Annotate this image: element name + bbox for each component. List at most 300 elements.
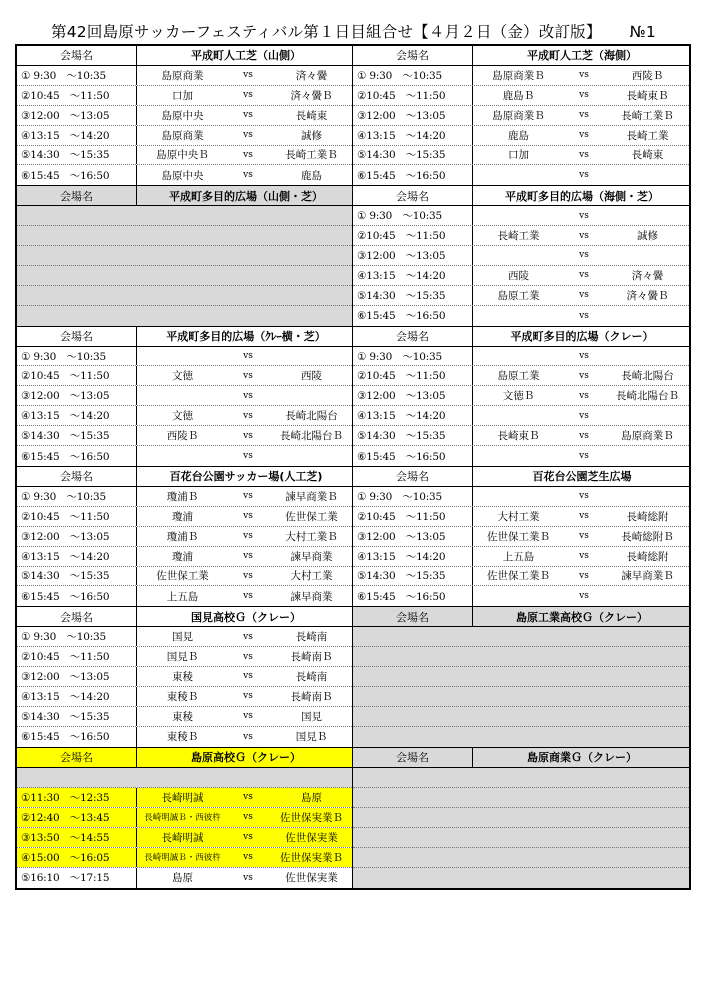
home-team: 長崎明誠 [137, 828, 228, 847]
match-time: ① 9:30 ～10:35 [17, 66, 137, 85]
match-row [17, 868, 352, 888]
away-team: 長崎工業 [626, 129, 669, 142]
home-team: 長崎工業 [497, 230, 540, 243]
vs-label: vs [243, 671, 253, 682]
home-team: 口加 [172, 89, 193, 102]
vs-label: vs [228, 808, 268, 827]
match-time: ①11:30 ～12:35 [17, 788, 137, 807]
home-team: 瓊浦Ｂ [166, 490, 199, 503]
match-row [353, 868, 689, 888]
match-row [17, 426, 352, 446]
away-team: 西陵Ｂ [631, 69, 664, 82]
venue-header-row [17, 327, 352, 347]
home-team [473, 206, 564, 225]
away-team [268, 386, 352, 405]
venue-header-row [353, 186, 689, 206]
vs-label: vs [243, 531, 253, 542]
match-row [353, 66, 689, 86]
venue-header-row [17, 186, 352, 206]
away-team: 佐世保実業 [285, 872, 338, 885]
away-team: 諫早商業Ｂ [285, 490, 338, 503]
home-team: 島原商業 [161, 69, 204, 82]
away-team: 国見 [301, 710, 322, 723]
match-row [17, 347, 352, 367]
vs-label: vs [579, 290, 589, 301]
match-row [17, 126, 352, 146]
match-time: ⑥15:45 ～16:50 [353, 586, 473, 606]
match-time: ③12:00 ～13:05 [353, 106, 473, 125]
home-team: 佐世保工業Ｂ [487, 530, 550, 543]
away-team: 済々黌 [295, 69, 328, 82]
match-row [353, 586, 689, 606]
match-row [17, 707, 352, 727]
match-row [353, 828, 689, 848]
home-team: 島原工業 [497, 370, 540, 383]
venue-header-row [17, 748, 352, 768]
away-team: 長崎南Ｂ [290, 690, 333, 703]
match-row [17, 586, 352, 606]
away-team [268, 446, 352, 466]
away-team [604, 206, 689, 225]
vs-label: vs [243, 410, 253, 421]
venue-label: 会場名 [17, 327, 137, 346]
match-row [353, 406, 689, 426]
venue-name: 島原高校Ｇ（クレー） [137, 748, 352, 767]
away-team: 誠修 [637, 230, 658, 243]
vs-label: vs [579, 170, 589, 181]
vs-label: vs [243, 491, 253, 502]
vs-label: vs [243, 451, 253, 462]
vs-label: vs [243, 731, 253, 742]
match-time: ②10:45 ～11:50 [353, 86, 473, 105]
match-row [353, 146, 689, 166]
vs-label: vs [579, 390, 589, 401]
home-team [473, 446, 564, 466]
home-team: 島原商業Ｂ [492, 69, 545, 82]
match-time: ④13:15 ～14:20 [17, 126, 137, 145]
match-time: ① 9:30 ～10:35 [353, 66, 473, 85]
vs-label: vs [579, 149, 589, 160]
match-time: ④15:00 ～16:05 [17, 848, 137, 867]
venue-name: 国見高校Ｇ（クレー） [137, 607, 352, 626]
venue-header-row [353, 607, 689, 627]
venue-name: 百花台公園芝生広場 [473, 467, 689, 486]
home-team: 文徳Ｂ [502, 390, 535, 403]
venue-name: 平成町多目的広場（ｸﾚｰ横・芝） [137, 327, 352, 346]
vs-label: vs [243, 390, 253, 401]
match-time: ⑤14:30 ～15:35 [353, 286, 473, 305]
away-team [604, 306, 689, 326]
away-team: 誠修 [301, 129, 322, 142]
vs-label: vs [243, 711, 253, 722]
away-team: 長崎東Ｂ [626, 89, 669, 102]
match-time: ④13:15 ～14:20 [17, 406, 137, 425]
vs-label: vs [243, 370, 253, 381]
match-time: ⑥15:45 ～16:50 [17, 165, 137, 185]
match-row [353, 386, 689, 406]
match-time: ⑤14:30 ～15:35 [353, 426, 473, 445]
home-team: 文徳 [172, 410, 193, 423]
vs-label: vs [579, 70, 589, 81]
vs-label: vs [243, 691, 253, 702]
match-time: ⑥15:45 ～16:50 [17, 446, 137, 466]
venue-header-row [17, 607, 352, 627]
home-team [137, 347, 228, 366]
away-team [604, 347, 689, 366]
home-team: 東稜 [172, 710, 193, 723]
match-time: ⑤14:30 ～15:35 [17, 567, 137, 586]
venue-panel [353, 748, 689, 888]
vs-label: vs [579, 511, 589, 522]
vs-label: vs [243, 130, 253, 141]
vs-label: vs [243, 591, 253, 602]
home-team [473, 347, 564, 366]
home-team: 鹿島 [508, 129, 529, 142]
match-time: ②10:45 ～11:50 [17, 647, 137, 666]
vs-label: vs [579, 270, 589, 281]
match-row [353, 246, 689, 266]
match-row [353, 667, 689, 687]
match-row [17, 768, 352, 788]
match-row [17, 727, 352, 747]
away-team: 長崎工業Ｂ [285, 149, 338, 162]
home-team: 島原工業 [497, 289, 540, 302]
home-team [473, 487, 564, 506]
match-row [17, 547, 352, 567]
venue-name: 平成町人工芝（山側） [137, 46, 352, 65]
match-row [17, 567, 352, 587]
vs-label: vs [228, 848, 268, 867]
home-team: 上五島 [502, 550, 535, 563]
match-row [353, 487, 689, 507]
vs-label: vs [243, 149, 253, 160]
vs-label: vs [243, 631, 253, 642]
match-time: ③12:00 ～13:05 [17, 106, 137, 125]
home-team: 大村工業 [497, 510, 540, 523]
match-time: ⑤14:30 ～15:35 [17, 146, 137, 165]
venue-panel [353, 607, 689, 747]
away-team: 長崎総附Ｂ [621, 530, 674, 543]
match-row [353, 306, 689, 326]
away-team: 長崎北陽台 [285, 410, 338, 423]
away-team [604, 586, 689, 606]
venue-header-row [353, 467, 689, 487]
venue-panel [17, 748, 353, 888]
match-row [353, 567, 689, 587]
vs-label: vs [243, 351, 253, 361]
match-row [17, 487, 352, 507]
title-text: 第42回島原サッカーフェスティバル第１日目組合せ【４月２日（金）改訂版】 [51, 23, 602, 41]
home-team [137, 446, 228, 466]
venue-name: 平成町多目的広場（海側・芝） [473, 186, 689, 205]
match-time: ⑥15:45 ～16:50 [17, 727, 137, 747]
match-row [17, 828, 352, 848]
venue-label: 会場名 [17, 748, 137, 767]
page-number: №1 [629, 23, 656, 41]
match-row [17, 106, 352, 126]
venue-header-row [17, 467, 352, 487]
home-team [473, 165, 564, 185]
vs-label: vs [243, 872, 253, 883]
match-time: ④13:15 ～14:20 [353, 406, 473, 425]
match-row [17, 647, 352, 667]
match-time: ②10:45 ～11:50 [17, 86, 137, 105]
venue-label: 会場名 [353, 186, 473, 205]
match-row [17, 627, 352, 647]
away-team: 佐世保実業 [268, 828, 352, 847]
match-row [353, 226, 689, 246]
match-row [17, 86, 352, 106]
match-time: ⑤16:10 ～17:15 [17, 868, 137, 888]
away-team: 西陵 [301, 370, 322, 383]
away-team: 長崎南Ｂ [290, 651, 333, 664]
match-row [353, 165, 689, 185]
home-team: 瓊浦Ｂ [166, 530, 199, 543]
home-team: 口加 [508, 149, 529, 162]
home-team: 東稜Ｂ [166, 690, 199, 703]
away-team: 諫早商業 [290, 590, 333, 603]
vs-label: vs [243, 70, 253, 81]
home-team [473, 586, 564, 606]
match-time: ③12:00 ～13:05 [17, 386, 137, 405]
away-team: 島原商業Ｂ [621, 430, 674, 443]
away-team: 長崎総附 [626, 510, 669, 523]
match-row [353, 126, 689, 146]
venue-panel [17, 467, 353, 607]
home-team: 佐世保工業 [156, 570, 209, 583]
home-team: 文徳 [172, 370, 193, 383]
away-team [268, 347, 352, 366]
match-row [353, 266, 689, 286]
match-row [17, 286, 352, 306]
match-time: ②10:45 ～11:50 [353, 366, 473, 385]
away-team: 長崎北陽台Ｂ [616, 390, 679, 403]
match-time: ②10:45 ～11:50 [17, 366, 137, 385]
away-team: 長崎北陽台 [621, 370, 674, 383]
venue-label: 会場名 [353, 46, 473, 65]
match-row [17, 527, 352, 547]
schedule-grid [15, 44, 691, 890]
match-row [353, 286, 689, 306]
venue-name: 平成町人工芝（海側） [473, 46, 689, 65]
match-time: ⑥15:45 ～16:50 [353, 165, 473, 185]
home-team: 島原中央 [161, 109, 204, 122]
match-row [353, 788, 689, 808]
vs-label: vs [579, 430, 589, 441]
home-team: 瓊浦 [172, 550, 193, 563]
match-row [17, 266, 352, 286]
venue-header-row [353, 46, 689, 66]
away-team: 諫早商業Ｂ [621, 570, 674, 583]
vs-label: vs [579, 130, 589, 141]
vs-label: vs [243, 110, 253, 121]
match-row [17, 848, 352, 868]
vs-label: vs [243, 570, 253, 581]
venue-label: 会場名 [17, 186, 137, 205]
match-row [353, 366, 689, 386]
vs-label: vs [228, 788, 268, 807]
match-row [17, 165, 352, 185]
match-time: ②10:45 ～11:50 [353, 226, 473, 245]
away-team: 諫早商業 [290, 550, 333, 563]
home-team: 長崎東Ｂ [497, 430, 540, 443]
match-row [353, 768, 689, 788]
away-team: 大村工業 [290, 570, 333, 583]
match-row [353, 707, 689, 727]
away-team: 島原 [268, 788, 352, 807]
match-row [17, 146, 352, 166]
home-team [473, 246, 564, 265]
vs-label: vs [579, 451, 589, 462]
match-row [17, 66, 352, 86]
home-team: 島原中央Ｂ [156, 149, 209, 162]
match-time: ① 9:30 ～10:35 [353, 206, 473, 225]
away-team [604, 246, 689, 265]
match-row [17, 246, 352, 266]
vs-label: vs [579, 110, 589, 121]
match-time: ① 9:30 ～10:35 [17, 347, 137, 366]
venue-label: 会場名 [17, 46, 137, 65]
venue-panel [17, 607, 353, 747]
vs-label: vs [579, 230, 589, 241]
venue-name: 島原商業Ｇ（クレー） [473, 748, 689, 767]
home-team: 東稜Ｂ [166, 731, 199, 744]
match-time: ②12:40 ～13:45 [17, 808, 137, 827]
match-row [353, 808, 689, 828]
away-team: 大村工業Ｂ [285, 530, 338, 543]
home-team: 東稜 [172, 670, 193, 683]
match-row [353, 547, 689, 567]
home-team [473, 306, 564, 326]
vs-label: vs [243, 651, 253, 662]
away-team [604, 406, 689, 425]
vs-label: vs [579, 551, 589, 562]
match-row [353, 848, 689, 868]
home-team: 佐世保工業Ｂ [487, 570, 550, 583]
match-row [17, 788, 352, 808]
vs-label: vs [579, 591, 589, 602]
home-team: 長崎明誠Ｂ・西彼杵 [137, 808, 228, 827]
match-row [353, 347, 689, 367]
page-title [0, 20, 707, 42]
home-team: 国見Ｂ [166, 651, 199, 664]
match-row [17, 206, 352, 226]
match-row [17, 226, 352, 246]
vs-label: vs [579, 351, 589, 361]
venue-header-row [353, 327, 689, 347]
venue-header-row [353, 748, 689, 768]
home-team: 上五島 [166, 590, 199, 603]
home-team [473, 406, 564, 425]
match-row [17, 306, 352, 326]
home-team: 島原 [172, 872, 193, 885]
venue-label: 会場名 [353, 607, 473, 626]
venue-label: 会場名 [353, 467, 473, 486]
match-time: ① 9:30 ～10:35 [17, 487, 137, 506]
vs-label: vs [579, 410, 589, 421]
match-row [353, 206, 689, 226]
away-team: 長崎東 [631, 149, 664, 162]
home-team: 鹿島Ｂ [502, 89, 535, 102]
match-time: ③12:00 ～13:05 [353, 246, 473, 265]
vs-label: vs [579, 90, 589, 101]
match-row [17, 507, 352, 527]
match-row [353, 446, 689, 466]
away-team [604, 487, 689, 506]
away-team [604, 165, 689, 185]
vs-label: vs [243, 511, 253, 522]
home-team: 国見 [172, 631, 193, 644]
vs-label: vs [579, 250, 589, 261]
match-row [353, 507, 689, 527]
away-team: 国見Ｂ [295, 731, 328, 744]
match-time: ① 9:30 ～10:35 [353, 487, 473, 506]
match-time: ④13:15 ～14:20 [353, 547, 473, 566]
match-time: ① 9:30 ～10:35 [353, 347, 473, 366]
venue-name: 平成町多目的広場（山側・芝） [137, 186, 352, 205]
match-row [353, 106, 689, 126]
venue-panel [353, 327, 689, 467]
venue-name: 平成町多目的広場（クレー） [473, 327, 689, 346]
away-team: 長崎工業Ｂ [621, 109, 674, 122]
venue-label: 会場名 [17, 467, 137, 486]
match-time: ③12:00 ～13:05 [17, 667, 137, 686]
match-time: ④13:15 ～14:20 [353, 266, 473, 285]
away-team: 済々黌Ｂ [290, 89, 333, 102]
match-row [353, 687, 689, 707]
away-team: 長崎南 [295, 631, 328, 644]
vs-label: vs [579, 310, 589, 321]
away-team: 鹿島 [301, 169, 322, 182]
home-team [137, 386, 228, 405]
match-row [353, 627, 689, 647]
venue-label: 会場名 [17, 607, 137, 626]
venue-panel [17, 327, 353, 467]
match-time: ②10:45 ～11:50 [17, 507, 137, 526]
venue-name: 島原工業高校Ｇ（クレー） [473, 607, 689, 626]
venue-label: 会場名 [353, 748, 473, 767]
away-team: 長崎総附 [626, 550, 669, 563]
match-time: ⑥15:45 ～16:50 [17, 586, 137, 606]
vs-label: vs [579, 570, 589, 581]
home-team: 島原中央 [161, 169, 204, 182]
match-time: ③12:00 ～13:05 [353, 527, 473, 546]
match-time: ④13:15 ～14:20 [17, 547, 137, 566]
home-team: 島原商業 [161, 129, 204, 142]
away-team: 長崎東 [295, 109, 328, 122]
away-team [604, 446, 689, 466]
vs-label: vs [579, 210, 589, 221]
match-row [17, 808, 352, 828]
vs-label: vs [243, 551, 253, 562]
vs-label: vs [243, 170, 253, 181]
vs-label: vs [579, 491, 589, 502]
match-time: ① 9:30 ～10:35 [17, 627, 137, 646]
match-row [353, 86, 689, 106]
venue-panel [353, 467, 689, 607]
match-time: ⑤14:30 ～15:35 [17, 426, 137, 445]
home-team: 長崎明誠Ｂ・西彼杵 [137, 848, 228, 867]
match-row [353, 527, 689, 547]
match-row [353, 426, 689, 446]
away-team: 済々黌Ｂ [626, 289, 669, 302]
match-row [17, 667, 352, 687]
vs-label: vs [579, 531, 589, 542]
match-time: ③12:00 ～13:05 [17, 527, 137, 546]
match-time: ⑥15:45 ～16:50 [353, 306, 473, 326]
home-team: 西陵 [508, 269, 529, 282]
venue-panel [353, 186, 689, 326]
